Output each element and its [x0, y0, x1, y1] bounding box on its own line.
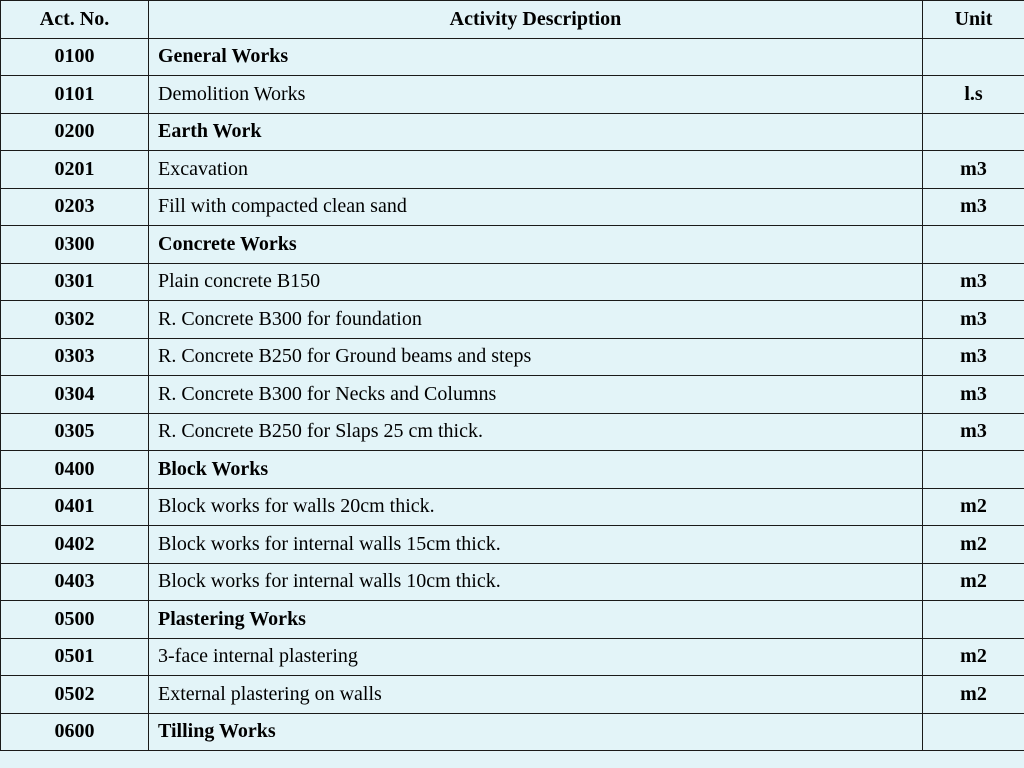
- act-no-cell: 0403: [1, 563, 149, 601]
- unit-cell: m2: [923, 526, 1024, 564]
- table-row: [1, 676, 1024, 714]
- act-no-cell: 0303: [1, 338, 149, 376]
- activity-description-cell: Block works for internal walls 10cm thick.: [149, 563, 923, 601]
- table-header-row: [1, 1, 1024, 39]
- activity-description-cell: R. Concrete B300 for foundation: [149, 301, 923, 339]
- act-no-cell: 0305: [1, 413, 149, 451]
- act-no-cell: 0300: [1, 226, 149, 264]
- table-row: [1, 488, 1024, 526]
- act-no-cell: 0100: [1, 38, 149, 76]
- act-no-cell: 0203: [1, 188, 149, 226]
- activity-description-cell: External plastering on walls: [149, 676, 923, 714]
- activity-description-cell: 3-face internal plastering: [149, 638, 923, 676]
- table-section-row: [1, 451, 1024, 489]
- section-title-cell: Block Works: [149, 451, 923, 489]
- unit-cell: [923, 38, 1024, 76]
- table-row: [1, 338, 1024, 376]
- activity-description-cell: Excavation: [149, 151, 923, 189]
- activity-description-cell: Block works for walls 20cm thick.: [149, 488, 923, 526]
- unit-cell: [923, 713, 1024, 751]
- table-section-row: [1, 226, 1024, 264]
- act-no-cell: 0200: [1, 113, 149, 151]
- act-no-cell: 0501: [1, 638, 149, 676]
- table-section-row: [1, 713, 1024, 751]
- act-no-cell: 0500: [1, 601, 149, 639]
- table-row: [1, 563, 1024, 601]
- act-no-cell: 0401: [1, 488, 149, 526]
- table-row: [1, 263, 1024, 301]
- unit-cell: l.s: [923, 76, 1024, 114]
- header-act-no: Act. No.: [1, 1, 149, 39]
- act-no-cell: 0301: [1, 263, 149, 301]
- table-row: [1, 413, 1024, 451]
- act-no-cell: 0304: [1, 376, 149, 414]
- table-body: [1, 38, 1024, 751]
- activity-description-cell: R. Concrete B250 for Slaps 25 cm thick.: [149, 413, 923, 451]
- table-row: [1, 188, 1024, 226]
- table-row: [1, 526, 1024, 564]
- unit-cell: m3: [923, 413, 1024, 451]
- unit-cell: m3: [923, 263, 1024, 301]
- act-no-cell: 0201: [1, 151, 149, 189]
- section-title-cell: Earth Work: [149, 113, 923, 151]
- table-row: [1, 638, 1024, 676]
- header-unit: Unit: [923, 1, 1024, 39]
- table-row: [1, 151, 1024, 189]
- section-title-cell: General Works: [149, 38, 923, 76]
- table-section-row: [1, 601, 1024, 639]
- activity-description-cell: Demolition Works: [149, 76, 923, 114]
- section-title-cell: Plastering Works: [149, 601, 923, 639]
- activity-description-cell: Fill with compacted clean sand: [149, 188, 923, 226]
- unit-cell: [923, 226, 1024, 264]
- unit-cell: [923, 451, 1024, 489]
- unit-cell: m3: [923, 338, 1024, 376]
- act-no-cell: 0502: [1, 676, 149, 714]
- act-no-cell: 0101: [1, 76, 149, 114]
- activity-description-cell: Plain concrete B150: [149, 263, 923, 301]
- unit-cell: m3: [923, 301, 1024, 339]
- section-title-cell: Concrete Works: [149, 226, 923, 264]
- unit-cell: m3: [923, 376, 1024, 414]
- unit-cell: m2: [923, 638, 1024, 676]
- unit-cell: [923, 601, 1024, 639]
- table-section-row: [1, 113, 1024, 151]
- activity-description-cell: R. Concrete B300 for Necks and Columns: [149, 376, 923, 414]
- act-no-cell: 0302: [1, 301, 149, 339]
- header-activity-description: Activity Description: [149, 1, 923, 39]
- unit-cell: m3: [923, 151, 1024, 189]
- unit-cell: m2: [923, 676, 1024, 714]
- activity-description-cell: Block works for internal walls 15cm thick.: [149, 526, 923, 564]
- act-no-cell: 0402: [1, 526, 149, 564]
- table-row: [1, 301, 1024, 339]
- act-no-cell: 0400: [1, 451, 149, 489]
- unit-cell: m2: [923, 488, 1024, 526]
- table-section-row: [1, 38, 1024, 76]
- unit-cell: m3: [923, 188, 1024, 226]
- table-row: [1, 376, 1024, 414]
- act-no-cell: 0600: [1, 713, 149, 751]
- section-title-cell: Tilling Works: [149, 713, 923, 751]
- table-row: [1, 76, 1024, 114]
- unit-cell: m2: [923, 563, 1024, 601]
- unit-cell: [923, 113, 1024, 151]
- activity-description-cell: R. Concrete B250 for Ground beams and steps: [149, 338, 923, 376]
